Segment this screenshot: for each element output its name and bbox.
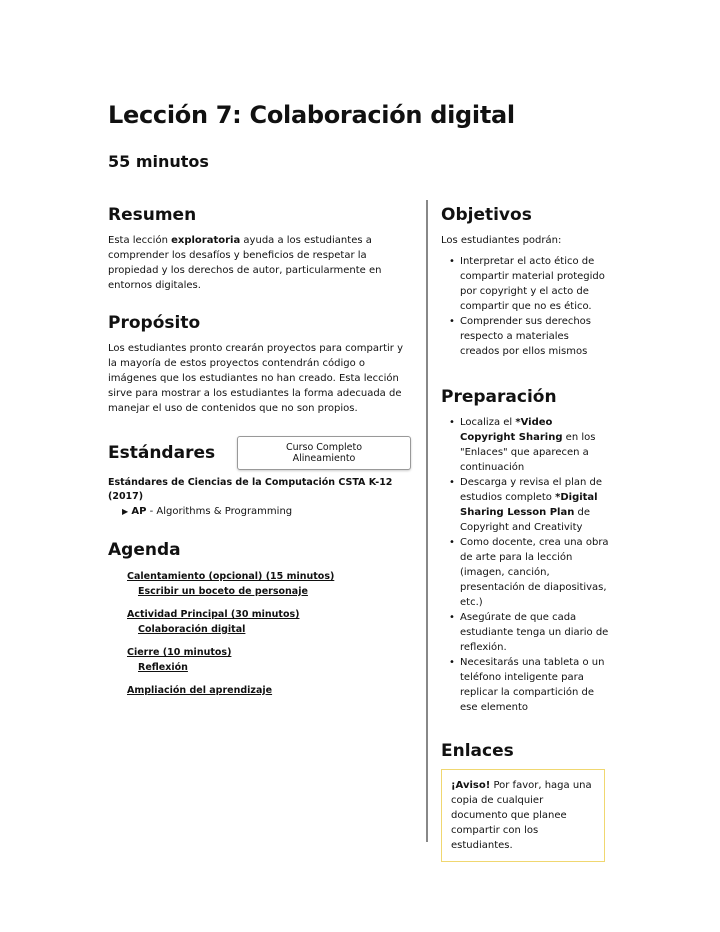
preparation-item: • Asegúrate de que cada estudiante tenga un diario de reflexión.: [449, 610, 611, 655]
agenda-link-extended-learning[interactable]: Ampliación del aprendizaje: [127, 685, 273, 696]
prep-bold: *Digital Sharing Lesson Plan: [460, 492, 598, 518]
standard-code: AP: [131, 506, 147, 517]
standards-section: [108, 436, 413, 520]
objectives-intro: Los estudiantes podrán:: [441, 235, 562, 246]
standards-heading: Estándares: [108, 443, 216, 463]
links-section: [441, 741, 611, 862]
preparation-item: [449, 415, 611, 475]
full-course-alignment-button[interactable]: Curso Completo Alineamiento: [237, 436, 411, 470]
prep-text: Localiza el: [460, 417, 516, 428]
lesson-duration: 55 minutos: [108, 152, 209, 171]
prep-bold: *Video Copyright Sharing: [460, 417, 563, 443]
objectives-heading: Objetivos: [441, 205, 532, 225]
summary-heading: Resumen: [108, 205, 197, 225]
agenda-link-reflection[interactable]: Reflexión: [138, 661, 188, 673]
purpose-heading: Propósito: [108, 313, 201, 333]
preparation-item: • Como docente, crea una obra de arte para la lección (imagen, canción, presentación de diapositivas, etc.): [449, 535, 611, 610]
standard-text: - Algorithms & Programming: [146, 506, 293, 517]
preparation-item: • Necesitarás una tableta o un teléfono inteligente para replicar la compartición de ese elemento: [449, 655, 611, 715]
agenda-heading: Agenda: [108, 540, 181, 560]
page-title: Lección 7: Colaboración digital: [108, 101, 515, 129]
summary-bold: exploratoria: [171, 235, 241, 246]
objectives-section: [441, 205, 611, 359]
notice-box: [441, 769, 605, 862]
objective-item: • Comprender sus derechos respecto a materiales creados por ellos mismos: [449, 314, 611, 359]
objective-item: • Interpretar el acto ético de compartir material protegido por copyright y el acto de compartir que no es ético.: [449, 254, 611, 314]
summary-section: [108, 205, 413, 293]
column-divider: [426, 200, 428, 842]
agenda-link-digital-collaboration[interactable]: Colaboración digital: [138, 623, 246, 635]
notice-text: Por favor, haga una copia de cualquier documento que planee compartir con los estudiantes.: [451, 780, 592, 851]
agenda-section: [108, 540, 413, 699]
standard-item-ap[interactable]: [108, 504, 413, 520]
preparation-section: [441, 387, 611, 715]
summary-text-end: ayuda a los estudiantes a comprender los desafíos y beneficios de respetar la propiedad y los derechos de autor, particularmente en entornos digitales.: [108, 235, 382, 291]
expand-arrow-icon[interactable]: ▶: [122, 507, 129, 516]
summary-text: [108, 233, 413, 293]
right-column: [441, 205, 611, 882]
purpose-text: Los estudiantes pronto crearán proyectos para compartir y la mayoría de estos proyectos contendrán código o imágenes que los estudiantes no han creado. Esta lección sirve para mostrar a los estudiantes la forma adecuada de manejar el uso de contenidos que no son propios.: [108, 343, 404, 414]
agenda-link-character-sketch[interactable]: Escribir un boceto de personaje: [138, 585, 308, 597]
standards-framework: Estándares de Ciencias de la Computación CSTA K-12 (2017): [108, 477, 393, 502]
agenda-link-wrap-up[interactable]: Cierre (10 minutos): [127, 647, 232, 658]
prep-text: Descarga y revisa el plan de estudios completo: [460, 477, 603, 503]
prep-text: de Copyright and Creativity: [460, 507, 591, 533]
agenda-link-main-activity[interactable]: Actividad Principal (30 minutos): [127, 609, 300, 620]
prep-text: en los "Enlaces" que aparecen a continuación: [460, 432, 596, 473]
preparation-item: [449, 475, 611, 535]
left-column: [108, 205, 413, 719]
links-heading: Enlaces: [441, 741, 514, 761]
notice-label: ¡Aviso!: [451, 780, 491, 791]
agenda-link-warmup[interactable]: Calentamiento (opcional) (15 minutos): [127, 571, 335, 582]
purpose-section: [108, 313, 413, 416]
preparation-heading: Preparación: [441, 387, 557, 407]
summary-text-start: Esta lección: [108, 235, 172, 246]
